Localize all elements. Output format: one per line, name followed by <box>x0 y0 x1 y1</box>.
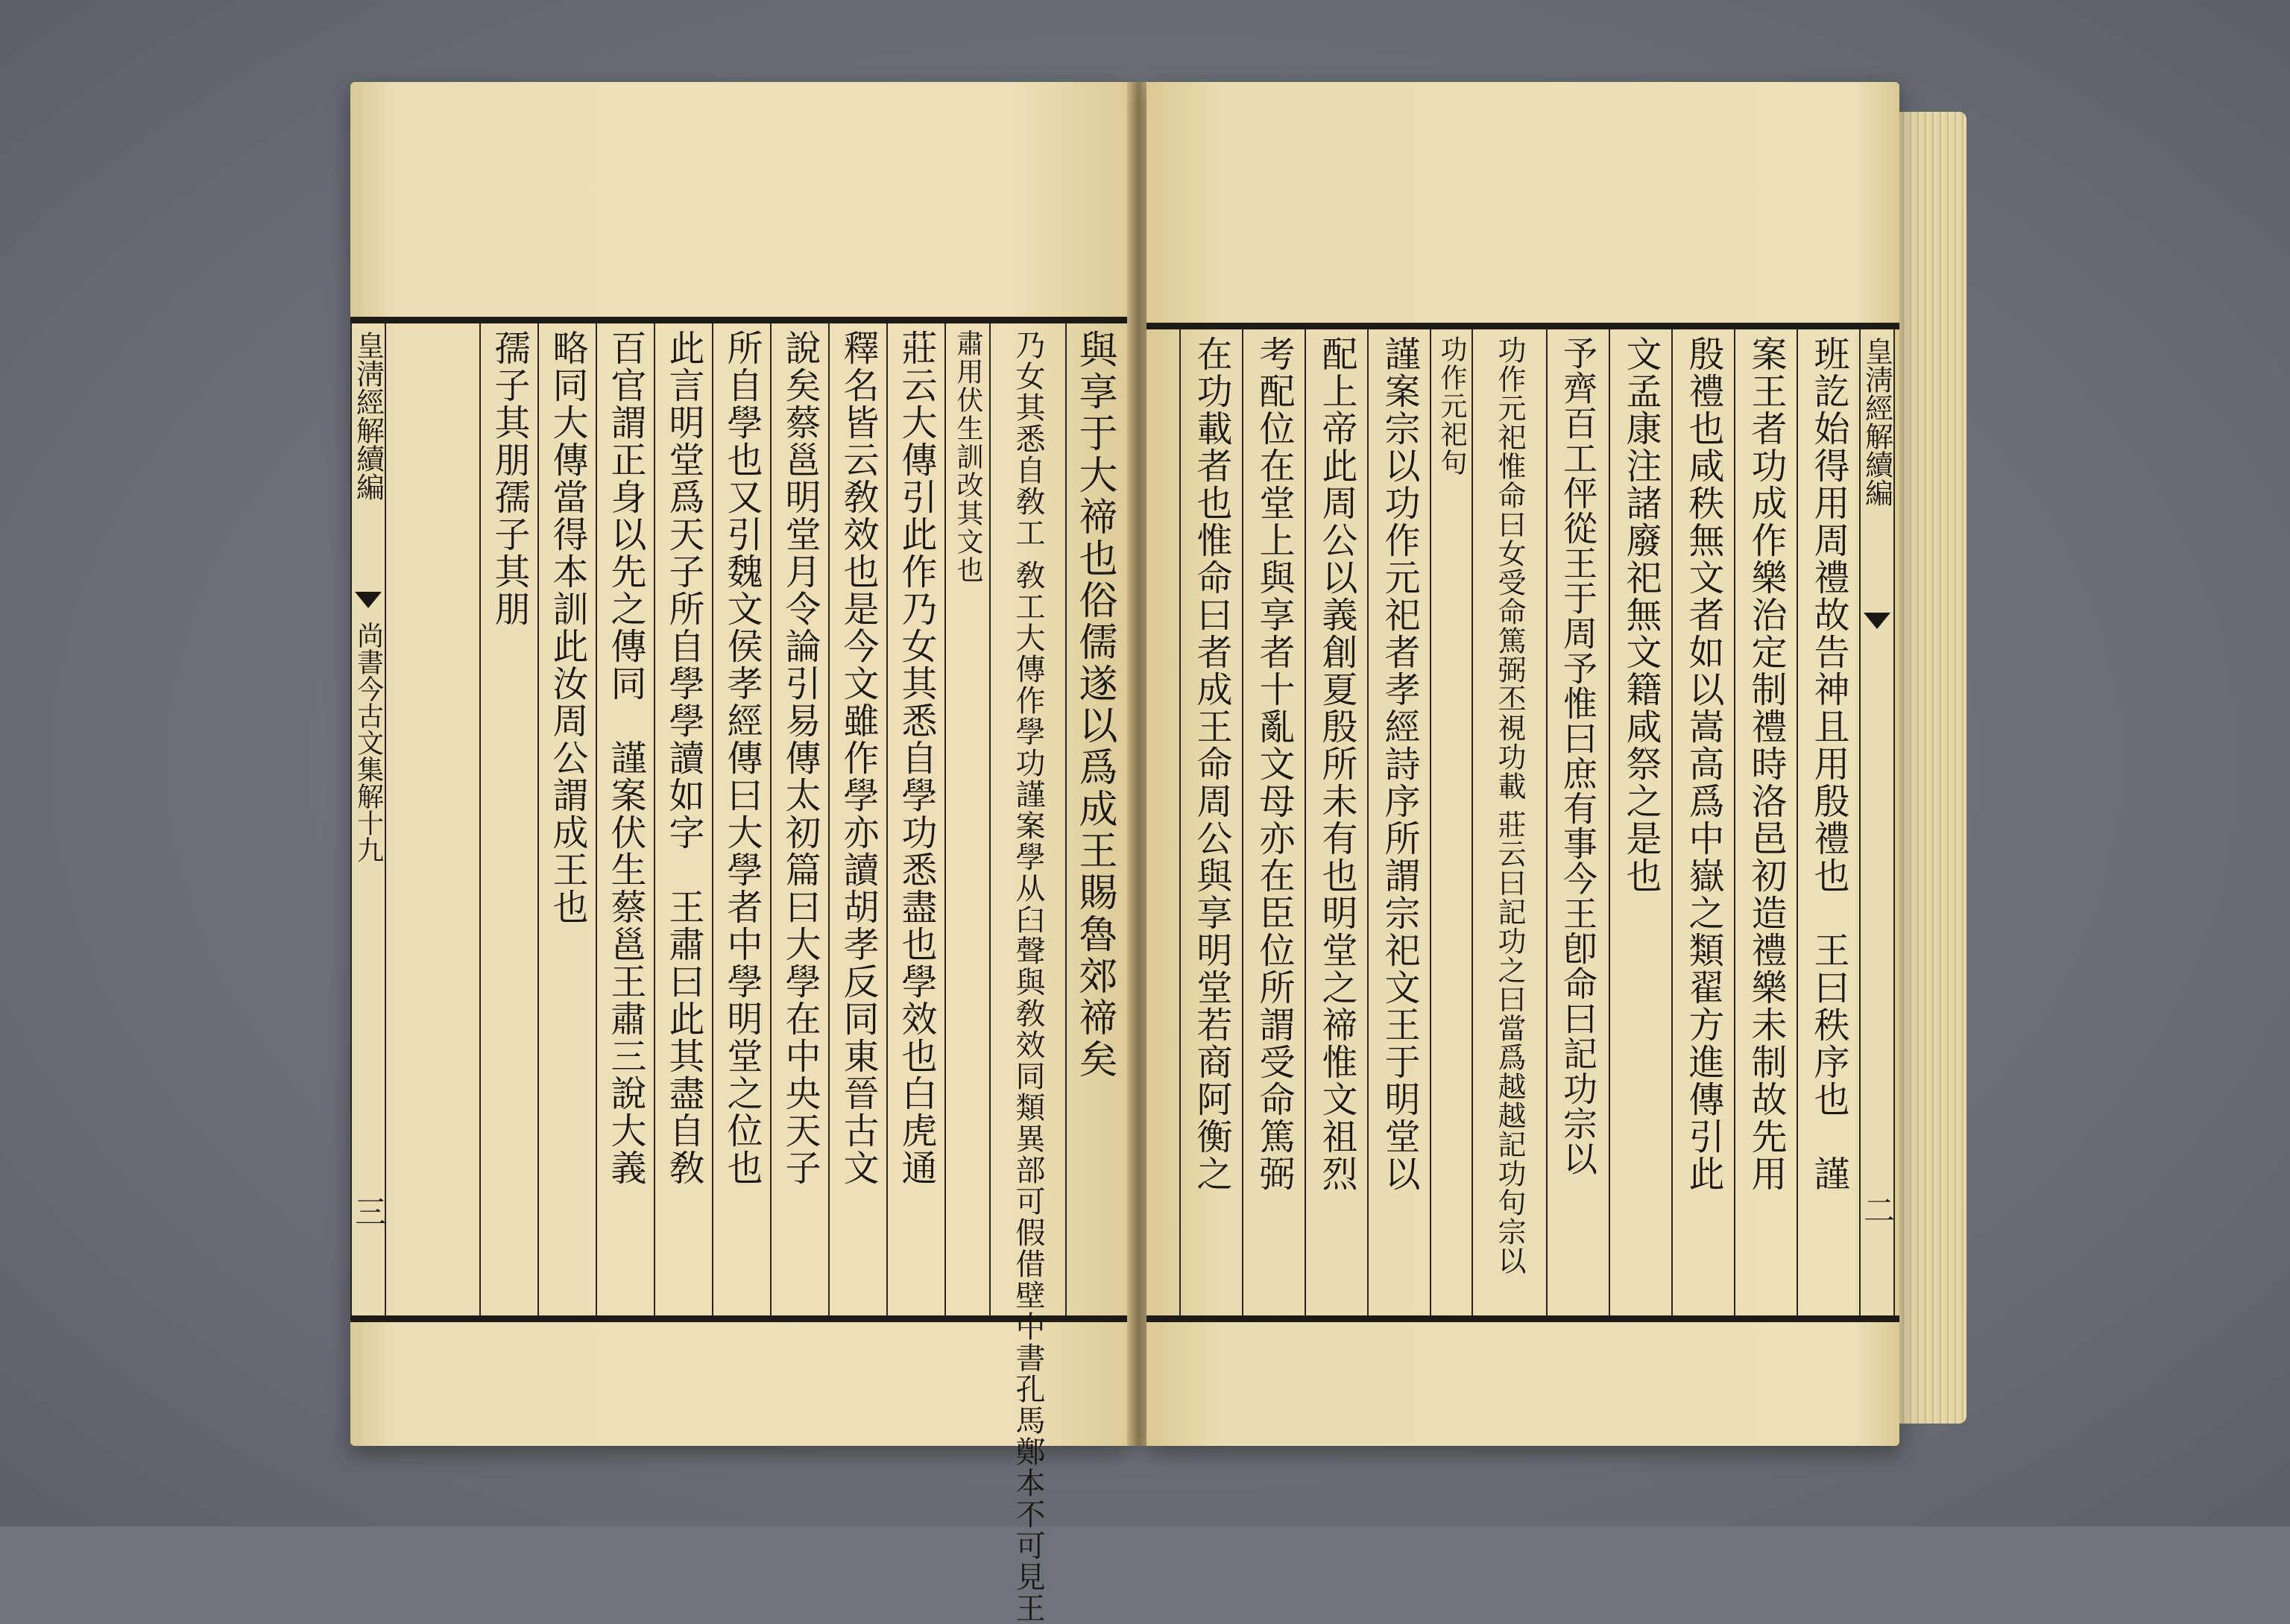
text-column <box>1671 329 1734 1315</box>
text-column <box>1305 329 1367 1315</box>
column-text: 肅用伏生訓改其文也 <box>953 329 983 584</box>
column-text: 乃女其悉自敎工 敎工大傳作學功謹案學从臼聲與敎效同類異部可假借壁中書孔馬鄭本不可見王 <box>1011 329 1045 1624</box>
column-text: 案王者功成作樂治定制禮時洛邑初造禮樂未制故先用 <box>1745 335 1787 1192</box>
spine-page-number: 二 <box>1859 1194 1896 1225</box>
left-page <box>350 82 1129 1624</box>
fishtail-mark <box>355 592 382 608</box>
text-column <box>1797 329 1859 1315</box>
right-page <box>1146 82 1899 1446</box>
column-text: 釋名皆云敎效也是今文雖作學亦讀胡孝反同東晉古文 <box>837 329 879 1187</box>
text-column <box>537 323 596 1315</box>
text-column <box>1734 329 1797 1315</box>
column-text: 百官謂正身以先之傳同 謹案伏生蔡邕王肅三說大義 <box>605 329 646 1187</box>
open-book <box>328 82 1983 1624</box>
left-top-rule <box>350 317 1129 323</box>
left-page-spine <box>350 323 386 1315</box>
page-edges <box>1899 112 1966 1424</box>
text-column <box>1472 329 1546 1315</box>
text-column <box>989 323 1065 1624</box>
text-column <box>944 323 989 1315</box>
column-text: 考配位在堂上與享者十亂文母亦在臣位所謂受命篤弼 <box>1253 335 1295 1192</box>
text-column <box>654 323 712 1315</box>
column-text: 此言明堂爲天子所自學學讀如字 王肅曰此其盡自敎 <box>663 329 704 1187</box>
fishtail-mark <box>1864 613 1890 629</box>
column-text: 略同大傳當得本訓此汝周公謂成王也 <box>546 329 588 926</box>
column-text: 所自學也又引魏文侯孝經傳曰大學者中學明堂之位也 <box>721 329 763 1187</box>
column-text: 與享于大禘也俗儒遂以爲成王賜魯郊禘矣 <box>1072 329 1117 1081</box>
text-column <box>1546 329 1609 1315</box>
column-text: 殷禮也咸秩無文者如以嵩高爲中嶽之類翟方進傳引此 <box>1682 335 1724 1192</box>
text-column <box>1179 329 1242 1315</box>
text-column <box>479 323 537 1315</box>
column-text: 在功載者也惟命曰者成王命周公與享明堂若商阿衡之 <box>1190 335 1232 1192</box>
column-text: 配上帝此周公以義創夏殷所未有也明堂之禘惟文祖烈 <box>1316 335 1357 1192</box>
column-text: 班訖始得用周禮故告神且用殷禮也 王曰秩序也 謹 <box>1808 335 1849 1192</box>
column-text: 功作元祀句 <box>1436 335 1467 477</box>
column-text: 謹案宗以功作元祀者孝經詩序所謂宗祀文王于明堂以 <box>1378 335 1420 1192</box>
text-column <box>712 323 770 1315</box>
spine-page-number: 三 <box>350 1195 387 1227</box>
right-text-columns <box>1152 329 1859 1315</box>
text-column <box>886 323 944 1315</box>
text-column <box>596 323 654 1315</box>
text-column <box>1609 329 1671 1315</box>
spine-title: 皇淸經解續編 <box>1860 337 1893 507</box>
right-top-rule <box>1146 323 1899 329</box>
spine-section: 尚書今古文集解十九 <box>353 622 384 863</box>
left-text-columns <box>384 323 1122 1624</box>
column-text: 功作元祀惟命曰女受命篤弼丕視功載 莊云曰記功之曰當爲越越記功句宗以 <box>1493 335 1526 1276</box>
right-bottom-rule <box>1146 1315 1899 1322</box>
column-text: 文孟康注諸廢祀無文籍咸祭之是也 <box>1620 335 1662 894</box>
column-text: 說矣蔡邕明堂月令論引易傳太初篇曰大學在中央天子 <box>779 329 821 1187</box>
text-column <box>828 323 886 1315</box>
column-text: 莊云大傳引此作乃女其悉自學功悉盡也學效也白虎通 <box>895 329 937 1187</box>
column-text: 予齊百工伻從王于周予惟曰庶有事今王卽命曰記功宗以 <box>1558 335 1598 1176</box>
text-column <box>1367 329 1430 1315</box>
spine-title: 皇淸經解續編 <box>351 331 385 501</box>
text-column <box>770 323 828 1315</box>
right-page-spine <box>1859 329 1895 1315</box>
text-column <box>1065 323 1122 1315</box>
text-column <box>1242 329 1305 1315</box>
text-column <box>1430 329 1472 1315</box>
column-text: 孺子其朋孺子其朋 <box>488 329 530 628</box>
